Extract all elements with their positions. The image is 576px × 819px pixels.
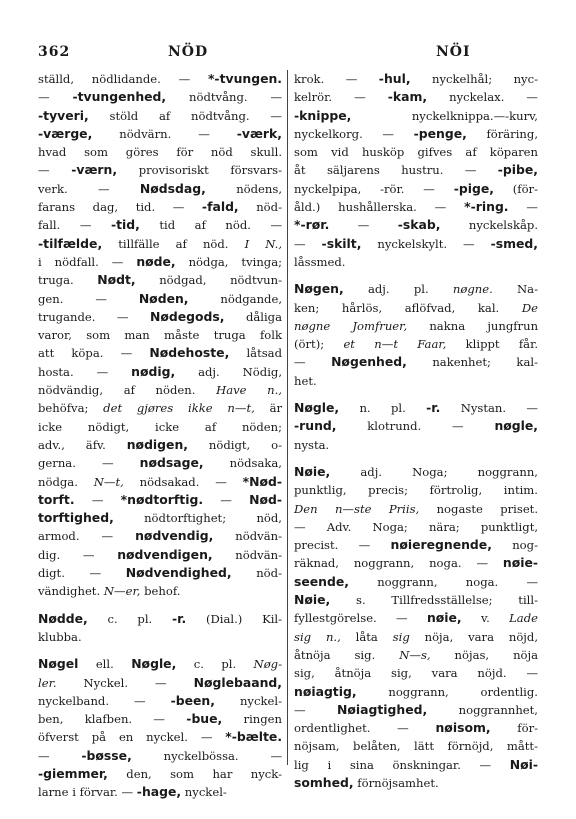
text-line: torft. — *nødtorftig. — Nød- (38, 491, 283, 507)
text-line: gen. — Nøden, nödgande, (38, 290, 283, 306)
text-line: ordentlighet. — nøisom, för- (294, 720, 539, 736)
text-line: adv., äfv. nødigen, nödigt, o- (38, 436, 283, 452)
text-line: i nödfall. — nøde, nödga, tvinga; (38, 253, 283, 269)
text-line: trugande. — Nødegods, dåliga (38, 308, 283, 324)
text-line: ken; hårlös, aflöfvad, kal. De (294, 300, 539, 315)
text-line: nøiagtig, noggrann, ordentlig. (294, 683, 538, 699)
text-line: — Adv. Noga; nära; punktligt, (294, 519, 539, 534)
text-line: (ört); et n—t Faar, klippt får. (294, 337, 539, 352)
text-line: armod. — nødvendig, nödvän- (38, 528, 283, 544)
text-line: nödvändig, af nöden. Have n., (38, 383, 282, 398)
text-line: fyllestgörelse. — nøie, v. Lade (294, 610, 538, 626)
text-line: -tilfælde, tillfälle af nöd. I N., (38, 235, 283, 251)
text-line: lig i sina önskningar. — Nøi- (294, 756, 539, 772)
text-line: farans dag, tid. — -fald, nöd- (38, 199, 283, 215)
text-line: nyckelband. — -been, nyckel- (38, 692, 282, 708)
text-line: ler. Nyckel. — Nøglebaand, (38, 674, 282, 690)
text-line: larne i förvar. — -hage, nyckel- (38, 784, 227, 800)
text-line: Nødde, c. pl. -r. (Dial.) Kil- (38, 610, 283, 626)
text-line: -værge, nödvärn. — -værk, (38, 125, 282, 141)
text-line: vändighet. N—er, behof. (38, 584, 181, 599)
page-header (38, 44, 554, 66)
text-line: nysta. (294, 437, 330, 452)
text-line: — -bøsse, nyckelbössa. — (38, 747, 283, 763)
text-line: fall. — -tid, tid af nöd. — (38, 217, 283, 233)
text-line: digt. — Nødvendighed, nöd- (38, 565, 283, 581)
text-columns (38, 70, 554, 800)
text-line: -tyveri, stöld af nödtvång. — (38, 107, 282, 123)
text-line: kelrör. — -kam, nyckelax. — (294, 89, 539, 105)
text-line: åld.) hushållerska. — *-ring. — (294, 199, 538, 215)
left-column (38, 70, 283, 800)
text-line: att köpa. — Nødehoste, låtsad (38, 345, 283, 361)
text-line: ställd, nödlidande. — *-tvungen. (38, 71, 283, 86)
entry-gap (294, 454, 538, 463)
entry-gap (294, 271, 538, 280)
text-line: punktlig, precis; förtrolig, intim. (294, 483, 538, 498)
text-line: — -værn, provisoriskt försvars- (38, 162, 283, 178)
text-line: nyckelpipa, -rör. — -pige, (för- (294, 180, 539, 196)
text-line: öfverst på en nyckel. — *-bælte. (38, 729, 283, 745)
text-line: nöjsam, belåten, lätt förnöjd, mått- (294, 739, 538, 754)
text-line: — -tvungenhed, nödtvång. — (38, 89, 283, 105)
entry-gap (38, 646, 282, 655)
entry-gap (38, 601, 282, 610)
text-line: krok. — -hul, nyckelhål; nyc- (294, 71, 539, 86)
right-guide-word: NÖI (436, 44, 471, 60)
text-line: Nøie, s. Tillfredsställelse; till- (294, 592, 538, 608)
text-line: dig. — nødvendigen, nödvän- (38, 546, 283, 562)
text-line: behöfva; det gjøres ikke n—t, är (38, 401, 283, 416)
text-line: Nøgle, n. pl. -r. Nystan. — (294, 400, 538, 416)
text-line: gerna. — nødsage, nödsaka, (38, 455, 282, 471)
text-line: -rund, klotrund. — nøgle, (294, 418, 538, 434)
dictionary-page (38, 44, 554, 800)
text-line: hosta. — nødig, adj. Nödig, (38, 363, 283, 379)
text-line: klubba. (38, 629, 82, 644)
text-line: torftighed, nödtorftighet; nöd, (38, 510, 282, 526)
text-line: åtnöja sig. N—s, nöjas, nöja (294, 647, 539, 662)
text-line: truga. Nødt, nödgad, nödtvun- (38, 272, 283, 288)
text-line: icke nödigt, icke af nöden; (38, 419, 283, 434)
text-line: somhed, förnöjsamhet. (294, 774, 439, 790)
text-line: sig, åtnöja sig, vara nöjd. — (294, 666, 539, 681)
text-line: *-rør. — -skab, nyckelskåp. (294, 217, 539, 233)
right-column (294, 70, 539, 790)
text-line: nyckelkorg. — -penge, föräring, (294, 125, 539, 141)
text-line: Nøie, adj. Noga; noggrann, (294, 463, 538, 479)
text-line: nøgne Jomfruer, nakna jungfrun (294, 318, 539, 333)
text-line: räknad, noggrann, noga. — nøie- (294, 555, 539, 571)
text-line: precist. — nøieregnende, nog- (294, 537, 539, 553)
page-number: 362 (38, 44, 71, 60)
text-line: sig n., låta sig nöja, vara nöjd, (294, 629, 539, 644)
text-line: -knippe, nyckelknippa.—-kurv, (294, 107, 538, 123)
text-line: nödga. N—t, nödsakad. — *Nød- (38, 473, 283, 489)
entry-gap (294, 390, 538, 399)
text-line: — -skilt, nyckelskylt. — -smed, (294, 235, 538, 251)
text-line: Nøgel ell. Nøgle, c. pl. Nøg- (38, 656, 283, 672)
text-line: ben, klafben. — -bue, ringen (38, 711, 283, 727)
column-divider (287, 70, 288, 765)
text-line: — Nøgenhed, nakenhet; kal- (294, 354, 538, 370)
text-line: varor, som man måste truga folk (38, 328, 282, 343)
text-line: Nøgen, adj. pl. nøgne. Na- (294, 281, 539, 297)
text-line: som vid husköp gifves af köparen (294, 145, 539, 160)
text-line: het. (294, 373, 317, 388)
left-guide-word: NÖD (168, 44, 209, 60)
text-line: Den n—ste Priis, nogaste priset. (294, 501, 539, 516)
text-line: låssmed. (294, 254, 346, 269)
text-line: hvad som göres för nöd skull. (38, 145, 283, 160)
text-line: verk. — Nødsdag, nödens, (38, 180, 283, 196)
text-line: — Nøiagtighed, noggrannhet, (294, 701, 538, 717)
text-line: seende, noggrann, noga. — (294, 573, 539, 589)
text-line: -giemmer, den, som har nyck- (38, 765, 282, 781)
text-line: åt säljarens hustru. — -pibe, (294, 162, 539, 178)
